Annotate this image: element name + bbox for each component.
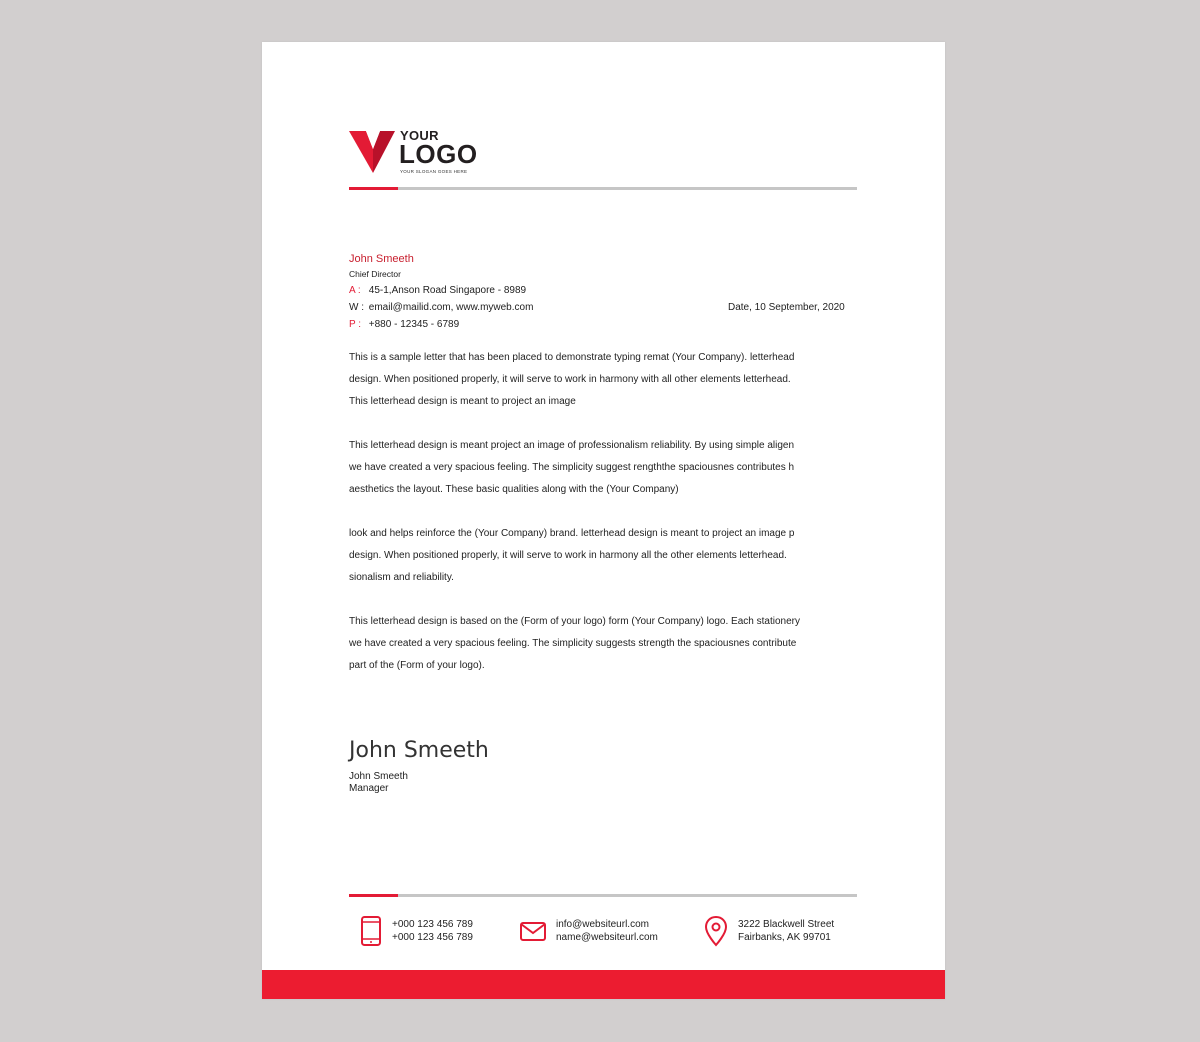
footer-divider-accent <box>349 894 398 897</box>
sender-phone-row <box>349 319 459 330</box>
footer-email-line2: name@websiteurl.com <box>556 932 658 943</box>
paragraph <box>349 611 809 677</box>
signatory-name: John Smeeth <box>349 771 408 782</box>
footer-email-line1: info@websiteurl.com <box>556 919 649 930</box>
paragraph <box>349 523 809 589</box>
paragraph <box>349 435 809 501</box>
phone-label: P : <box>349 319 362 330</box>
sender-title: Chief Director <box>349 269 401 279</box>
address-label: A : <box>349 285 361 296</box>
footer-address-line2: Fairbanks, AK 99701 <box>738 932 831 943</box>
sender-web: email@mailid.com, www.myweb.com <box>368 302 534 313</box>
sender-name: John Smeeth <box>349 253 414 265</box>
letter-date: Date, 10 September, 2020 <box>728 302 845 313</box>
paragraph-line: This letterhead design is meant project an image of professionalism reliability. By using simple aligen <box>349 440 795 451</box>
paragraph-line: This letterhead design is meant to project an image <box>349 396 576 407</box>
footer-color-bar <box>262 970 945 999</box>
signatory-role: Manager <box>349 783 389 794</box>
logo-text-logo: LOGO <box>399 139 478 169</box>
sender-address: 45-1,Anson Road Singapore - 8989 <box>368 285 527 296</box>
logo-chevron-icon <box>349 131 395 173</box>
paragraph-line: sionalism and reliability. <box>349 572 454 583</box>
paragraph-line: This is a sample letter that has been placed to demonstrate typing remat (Your Company). letterhead <box>349 352 795 363</box>
footer-divider <box>349 894 857 897</box>
sender-phone: +880 - 12345 - 6789 <box>368 319 460 330</box>
logo-slogan: YOUR SLOGAN GOES HERE <box>400 169 468 174</box>
signature: John Smeeth <box>349 738 489 763</box>
web-label: W : <box>349 302 365 313</box>
header-divider <box>349 187 857 190</box>
logo-text-your: YOUR <box>400 128 439 143</box>
envelope-icon <box>519 915 547 947</box>
sender-address-row <box>349 285 526 296</box>
mobile-phone-icon <box>359 915 383 947</box>
letterhead-page <box>262 42 945 999</box>
paragraph-line: This letterhead design is based on the (Form of your logo) form (Your Company) logo. Each stationery <box>349 616 800 627</box>
footer-phone <box>359 915 489 947</box>
paragraph-line: design. When positioned properly, it will serve to work in harmony all the other elements letterhead. <box>349 550 787 561</box>
paragraph-line: we have created a very spacious feeling. The simplicity suggest rengththe spaciousnes contributes h <box>349 462 795 473</box>
paragraph-line: aesthetics the layout. These basic qualities along with the (Your Company) <box>349 484 679 495</box>
paragraph-line: we have created a very spacious feeling. The simplicity suggests strength the spaciousnes contribute <box>349 638 797 649</box>
letter-body <box>349 347 809 699</box>
sender-web-row <box>349 302 533 313</box>
footer-phone-line1: +000 123 456 789 <box>392 919 473 930</box>
paragraph-line: look and helps reinforce the (Your Company) brand. letterhead design is meant to project an image p <box>349 528 795 539</box>
footer-address-line1: 3222 Blackwell Street <box>738 919 835 930</box>
footer-phone-line2: +000 123 456 789 <box>392 932 473 943</box>
footer-address <box>703 915 853 947</box>
footer-phone-text <box>392 918 473 944</box>
paragraph-line: part of the (Form of your logo). <box>349 660 485 671</box>
header-divider-accent <box>349 187 398 190</box>
paragraph-line: design. When positioned properly, it will serve to work in harmony with all other elements letterhead. <box>349 374 791 385</box>
map-pin-icon <box>703 915 729 947</box>
paragraph <box>349 347 809 413</box>
footer-email <box>519 915 669 947</box>
footer-address-text <box>738 918 834 944</box>
company-logo <box>349 128 479 178</box>
footer-email-text <box>556 918 658 944</box>
